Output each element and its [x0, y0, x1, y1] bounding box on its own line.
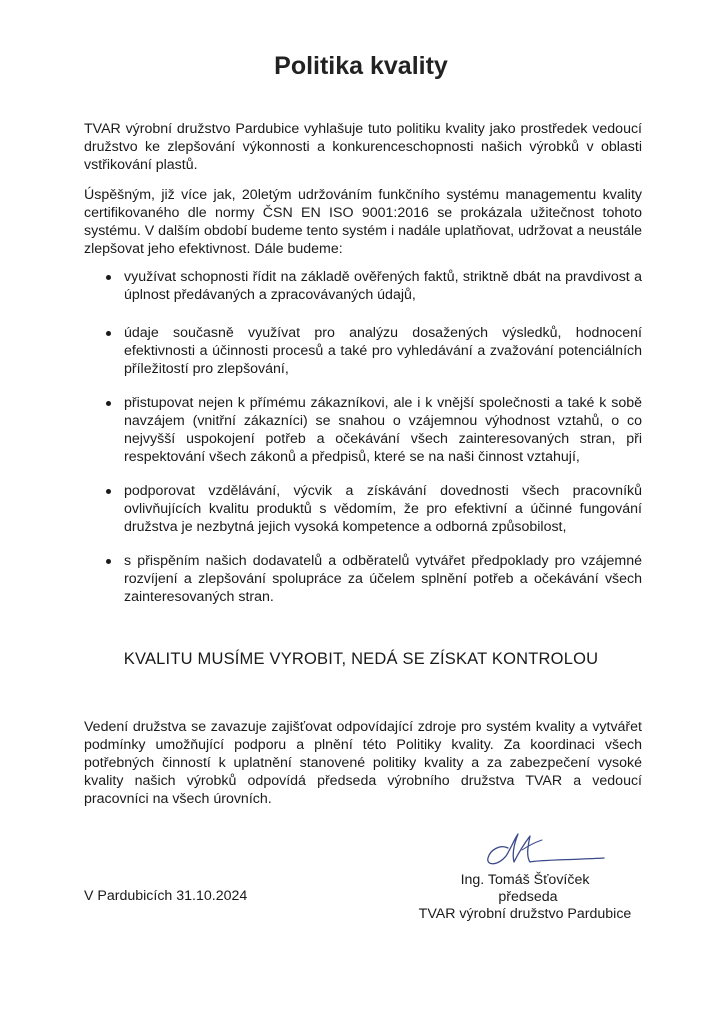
page-title: Politika kvality: [274, 52, 448, 80]
closing-paragraph: Vedení družstva se zavazuje zajišťovat odpovídající zdroje pro systém kvality a vytvářet podmínky umožňující podporu a plnění této Politiky kvality. Za koordinaci všech potřebných činností k uplatnění stanovené politiky kvality a za zabezpečení vysoké kvality našich výrobků odpovídá předseda výrobního družstva TVAR a vedoucí pracovníci na všech úrovních.: [84, 719, 642, 807]
commitments-list: [84, 268, 642, 622]
handwritten-signature: [478, 826, 608, 872]
list-item: s přispěním našich dodavatelů a odběratelů vytvářet předpoklady pro vzájemné rozvíjení a zlepšování spolupráce za účelem splnění potřeb a očekávání všech zainteresovaných stran.: [84, 552, 642, 606]
list-item: údaje současně využívat pro analýzu dosažených výsledků, hodnocení efektivnosti a účinnosti procesů a také pro vyhledávání a zvažování potenciálních příležitostí pro zlepšování,: [84, 324, 642, 378]
list-item: podporovat vzdělávání, výcvik a získávání dovednosti všech pracovníků ovlivňujících kvalitu produktů s vědomím, že pro efektivní a účinné fungování družstva je nezbytná jejich vysoká kompetence a odborná způsobilost,: [84, 482, 642, 536]
list-item: přistupovat nejen k přímému zákazníkovi, ale i k vnější společnosti a také k sobě navzájem (vnitřní zákazníci) se snahou o vzájemnou výhodnost vztahů, o co nejvyšší uspokojení potřeb a očekávání všech zainteresovaných stran, při respektování všech zákonů a předpisů, které se na naši činnost vztahují,: [84, 394, 642, 466]
intro-paragraph: TVAR výrobní družstvo Pardubice vyhlašuje tuto politiku kvality jako prostředek vedoucí družstvo ke zlepšování výkonnosti a konkurenceschopnosti našich výrobků v oblasti vstřikování plastů.: [84, 121, 642, 173]
signatory-role: předseda: [498, 889, 558, 905]
list-item: využívat schopnosti řídit na základě ověřených faktů, striktně dbát na pravdivost a úplnost předávaných a zpracovávaných údajů,: [84, 268, 642, 304]
certification-paragraph: Úspěšným, již více jak, 20letým udržováním funkčního systému managementu kvality certifikovaného dle normy ČSN EN ISO 9001:2016 se prokázala užitečnost tohoto systému. V dalším období budeme tento systém i nadále uplatňovat, udržovat a neustále zlepšovat jeho efektivnost. Dále budeme:: [84, 187, 642, 257]
signatory-organization: TVAR výrobní družstvo Pardubice: [418, 906, 632, 922]
quality-motto: KVALITU MUSÍME VYROBIT, NEDÁ SE ZÍSKAT KONTROLOU: [123, 650, 599, 668]
place-and-date: V Pardubicích 31.10.2024: [84, 888, 248, 904]
signature-block: [380, 872, 670, 923]
signatory-name: Ing. Tomáš Šťovíček: [460, 872, 590, 888]
